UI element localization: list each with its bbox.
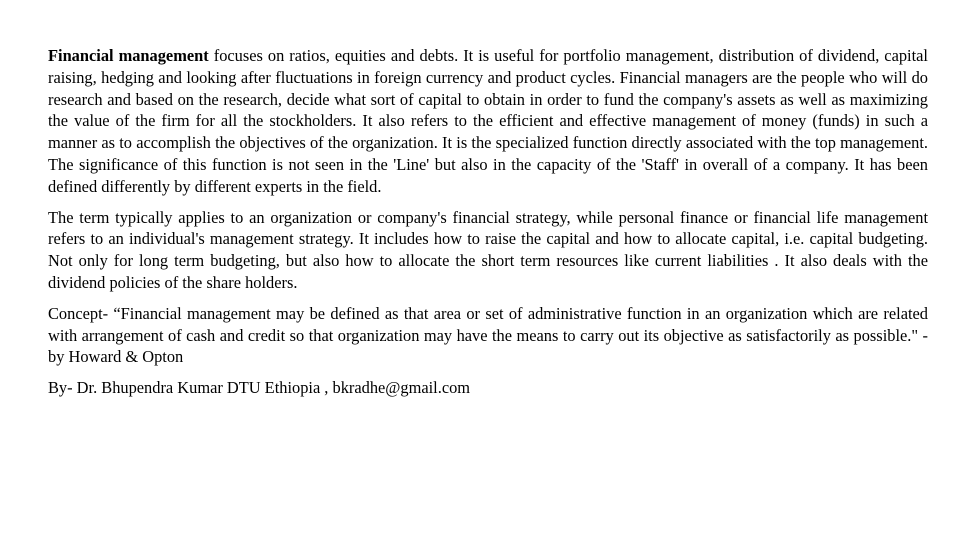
document-body (48, 45, 928, 399)
author-byline: By- Dr. Bhupendra Kumar DTU Ethiopia , bkradhe@gmail.com (48, 378, 471, 398)
paragraph-scope: The term typically applies to an organization or company's financial strategy, while personal finance or financial life management refers to an individual's management strategy. It includes how to raise the capital and how to allocate capital, i.e. capital budgeting. Not only for long term budgeting, but also how to allocate the short term resources like current liabilities . It also deals with the dividend policies of the share holders. (48, 207, 928, 292)
paragraph-concept: Concept- “Financial management may be defined as that area or set of administrative function in an organization which are related with arrangement of cash and credit so that organization may have the means to carry out its objective as satisfactorily as possible." - by Howard & Opton (48, 303, 928, 367)
paragraph-definition-text: focuses on ratios, equities and debts. It is useful for portfolio management, distribution of dividend, capital raising, hedging and looking after fluctuations in foreign currency and product cycles. Financial managers are the people who will do research and based on the research, decide what sort of capital to obtain in order to fund the company's assets as well as maximizing the value of the firm for all the stockholders. It also refers to the efficient and effective management of money (funds) in such a manner as to accomplish the objectives of the organization. It is the specialized function directly associated with the top management. The significance of this function is not seen in the 'Line' but also in the capacity of the 'Staff' in overall of a company. It has been defined differently by different experts in the field. (48, 46, 928, 196)
paragraph-definition (48, 45, 928, 198)
bold-lead-term: Financial management (48, 46, 209, 65)
